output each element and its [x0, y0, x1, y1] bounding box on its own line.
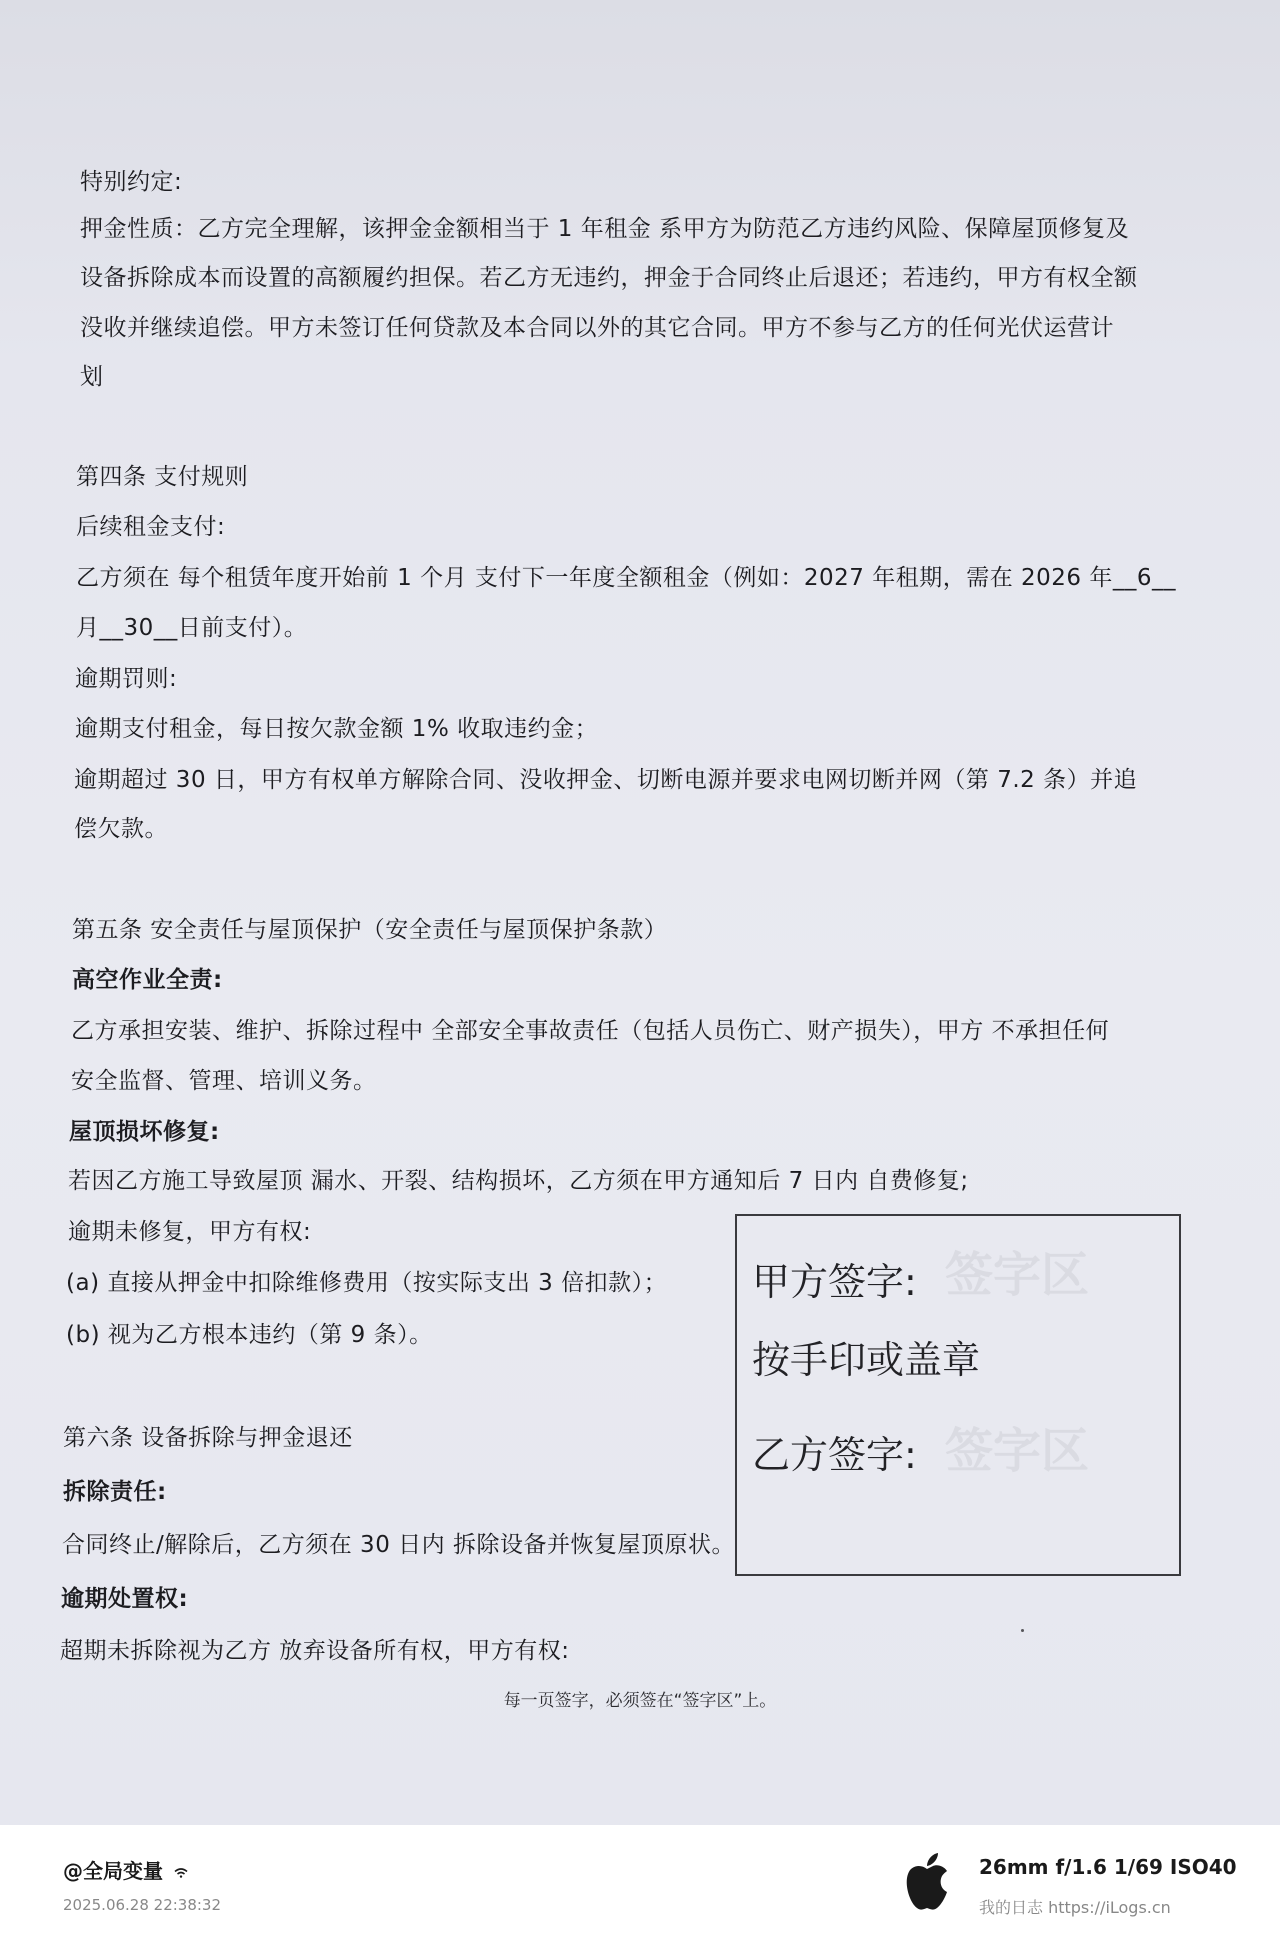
- article-5-line: 乙方承担安装、维护、拆除过程中 全部安全事故责任（包括人员伤亡、财产损失），甲方 不承担任何: [71, 1018, 1110, 1044]
- signature-box: [735, 1214, 1181, 1576]
- article-5-line: 逾期未修复，甲方有权:: [68, 1219, 312, 1245]
- wifi-icon: [174, 1868, 188, 1878]
- article-4-line: 月__30__日前支付）。: [76, 615, 308, 641]
- article-5-title: 第五条 安全责任与屋顶保护（安全责任与屋顶保护条款）: [72, 917, 668, 943]
- signature-zone-watermark: 签字区: [945, 1247, 1090, 1303]
- fingerprint-or-seal-label: 按手印或盖章: [752, 1338, 981, 1382]
- article-5-list-item: (b) 视为乙方根本违约（第 9 条）。: [66, 1322, 433, 1348]
- party-b-signature-label: 乙方签字:: [752, 1433, 917, 1477]
- article-4-line: 逾期支付租金，每日按欠款金额 1% 收取违约金；: [75, 716, 599, 742]
- article-5-subheading: 高空作业全责:: [72, 967, 223, 993]
- article-4-line: 偿欠款。: [74, 816, 168, 842]
- article-5-line: 安全监督、管理、培训义务。: [71, 1068, 377, 1094]
- article-6-subheading: 拆除责任:: [63, 1479, 167, 1505]
- article-6-line: 合同终止/解除后，乙方须在 30 日内 拆除设备并恢复屋顶原状。: [62, 1532, 735, 1558]
- footer-site: 我的日志 https://iLogs.cn: [979, 1898, 1171, 1917]
- article-4-title: 第四条 支付规则: [76, 464, 249, 490]
- party-a-signature-label: 甲方签字:: [752, 1260, 917, 1304]
- footer-datetime: 2025.06.28 22:38:32: [63, 1896, 222, 1914]
- special-paragraph-line: 押金性质：乙方完全理解，该押金金额相当于 1 年租金 系甲方为防范乙方违约风险、保障屋顶修复及: [80, 216, 1130, 242]
- article-6-subheading: 逾期处置权:: [61, 1586, 189, 1612]
- special-paragraph-line: 没收并继续追偿。甲方未签订任何贷款及本合同以外的其它合同。甲方不参与乙方的任何光伏运营计: [80, 315, 1114, 341]
- article-5-subheading: 屋顶损坏修复:: [69, 1119, 220, 1145]
- article-5-list-item: (a) 直接从押金中扣除维修费用（按实际支出 3 倍扣款）；: [66, 1270, 668, 1296]
- footer-username: @全局变量: [63, 1859, 163, 1883]
- article-5-line: 若因乙方施工导致屋顶 漏水、开裂、结构损坏，乙方须在甲方通知后 7 日内 自费修复;: [68, 1168, 969, 1194]
- article-4-subheading: 后续租金支付:: [76, 514, 226, 540]
- special-paragraph-line: 设备拆除成本而设置的高额履约担保。若乙方无违约，押金于合同终止后退还；若违约，甲方有权全额: [80, 265, 1138, 291]
- camera-specs: 26mm f/1.6 1/69 ISO40: [979, 1855, 1237, 1879]
- special-heading: 特别约定:: [80, 169, 183, 195]
- footer-username-row: [63, 1855, 188, 1884]
- article-4-line: 逾期超过 30 日，甲方有权单方解除合同、没收押金、切断电源并要求电网切断并网（第 7.2 条）并追: [74, 767, 1138, 793]
- signature-zone-watermark: 签字区: [945, 1423, 1090, 1479]
- apple-logo-icon: [900, 1851, 954, 1913]
- special-paragraph-line: 划: [80, 364, 104, 390]
- article-6-title: 第六条 设备拆除与押金退还: [63, 1425, 353, 1451]
- article-4-subheading: 逾期罚则:: [75, 666, 178, 692]
- page-footnote: 每一页签字，必须签在“签字区”上。: [503, 1691, 777, 1711]
- paper-speck: [1021, 1629, 1024, 1632]
- article-6-line: 超期未拆除视为乙方 放弃设备所有权，甲方有权:: [60, 1638, 570, 1664]
- article-4-line: 乙方须在 每个租赁年度开始前 1 个月 支付下一年度全额租金（例如：2027 年租期，需在 2026 年__6__: [76, 565, 1177, 591]
- photo-watermark-footer: [0, 1825, 1280, 1937]
